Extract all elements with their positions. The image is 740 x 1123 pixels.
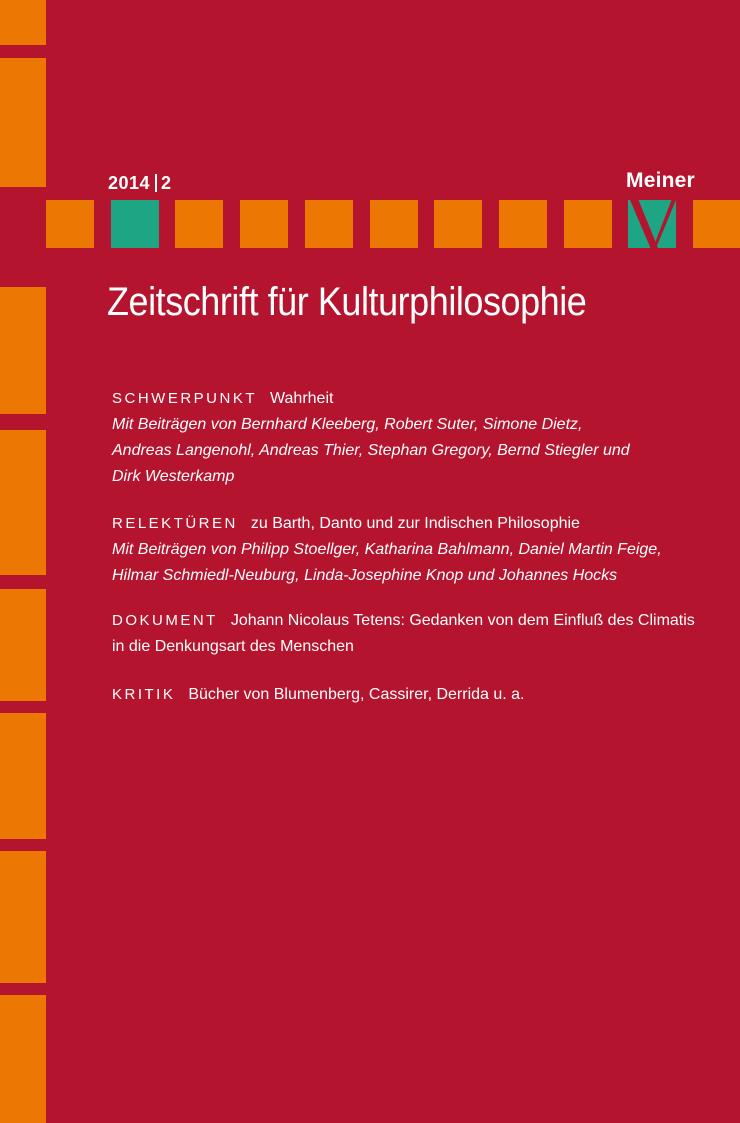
publisher-wordmark: Meiner: [626, 169, 695, 192]
section-detail-line: in die Denkungsart des Menschen: [112, 638, 354, 655]
ornament-square: [240, 200, 288, 248]
ornament-block: [0, 287, 46, 414]
section-topic: Johann Nicolaus Tetens: Gedanken von dem Einfluß des Climatis: [230, 612, 695, 629]
section-detail-line: Hilmar Schmiedl-Neuburg, Linda-Josephine Knop und Johannes Hocks: [112, 567, 618, 584]
ornament-block: [0, 58, 46, 187]
toc-section-kritik: [112, 682, 722, 708]
issue-year: 2014: [108, 173, 151, 193]
ornament-square: [693, 200, 740, 248]
section-detail-line: Andreas Langenohl, Andreas Thier, Stephan Gregory, Bernd Stiegler und: [112, 442, 630, 459]
ornament-block: [0, 589, 46, 701]
toc-section-schwerpunkt: [112, 386, 722, 490]
ornament-square: [370, 200, 418, 248]
section-headline: [112, 511, 722, 537]
section-headline: [112, 608, 722, 634]
section-topic: zu Barth, Danto und zur Indischen Philosophie: [250, 515, 580, 532]
issue-count: 2: [161, 173, 172, 193]
section-topic: Wahrheit: [270, 390, 334, 407]
issue-divider: [155, 174, 157, 192]
section-label: SCHWERPUNKT: [112, 390, 258, 407]
section-headline: [112, 682, 722, 708]
ornament-block: [0, 430, 46, 575]
ornament-block: [0, 995, 46, 1123]
ornament-block: [0, 851, 46, 983]
ornament-square: [305, 200, 353, 248]
section-headline: [112, 386, 722, 412]
section-label: KRITIK: [112, 686, 176, 703]
ornament-square: [434, 200, 482, 248]
journal-title: Zeitschrift für Kulturphilosophie: [107, 280, 587, 324]
section-detail-line: Dirk Westerkamp: [112, 468, 235, 485]
toc-section-relektueren: [112, 511, 722, 589]
meiner-logo-icon: [628, 200, 676, 248]
ornament-block: [0, 713, 46, 839]
ornament-square: [564, 200, 612, 248]
ornament-block: [0, 0, 46, 45]
section-label: RELEKTÜREN: [112, 515, 238, 532]
section-detail-line: Mit Beiträgen von Philipp Stoellger, Katharina Bahlmann, Daniel Martin Feige,: [112, 541, 662, 558]
ornament-square: [111, 200, 159, 248]
ornament-square: [175, 200, 223, 248]
section-detail-line: Mit Beiträgen von Bernhard Kleeberg, Robert Suter, Simone Dietz,: [112, 416, 583, 433]
toc-section-dokument: [112, 608, 722, 660]
issue-number: [108, 172, 172, 194]
section-topic: Bücher von Blumenberg, Cassirer, Derrida u. a.: [188, 686, 525, 703]
section-label: DOKUMENT: [112, 612, 218, 629]
ornament-square: [46, 200, 94, 248]
ornament-square: [499, 200, 547, 248]
